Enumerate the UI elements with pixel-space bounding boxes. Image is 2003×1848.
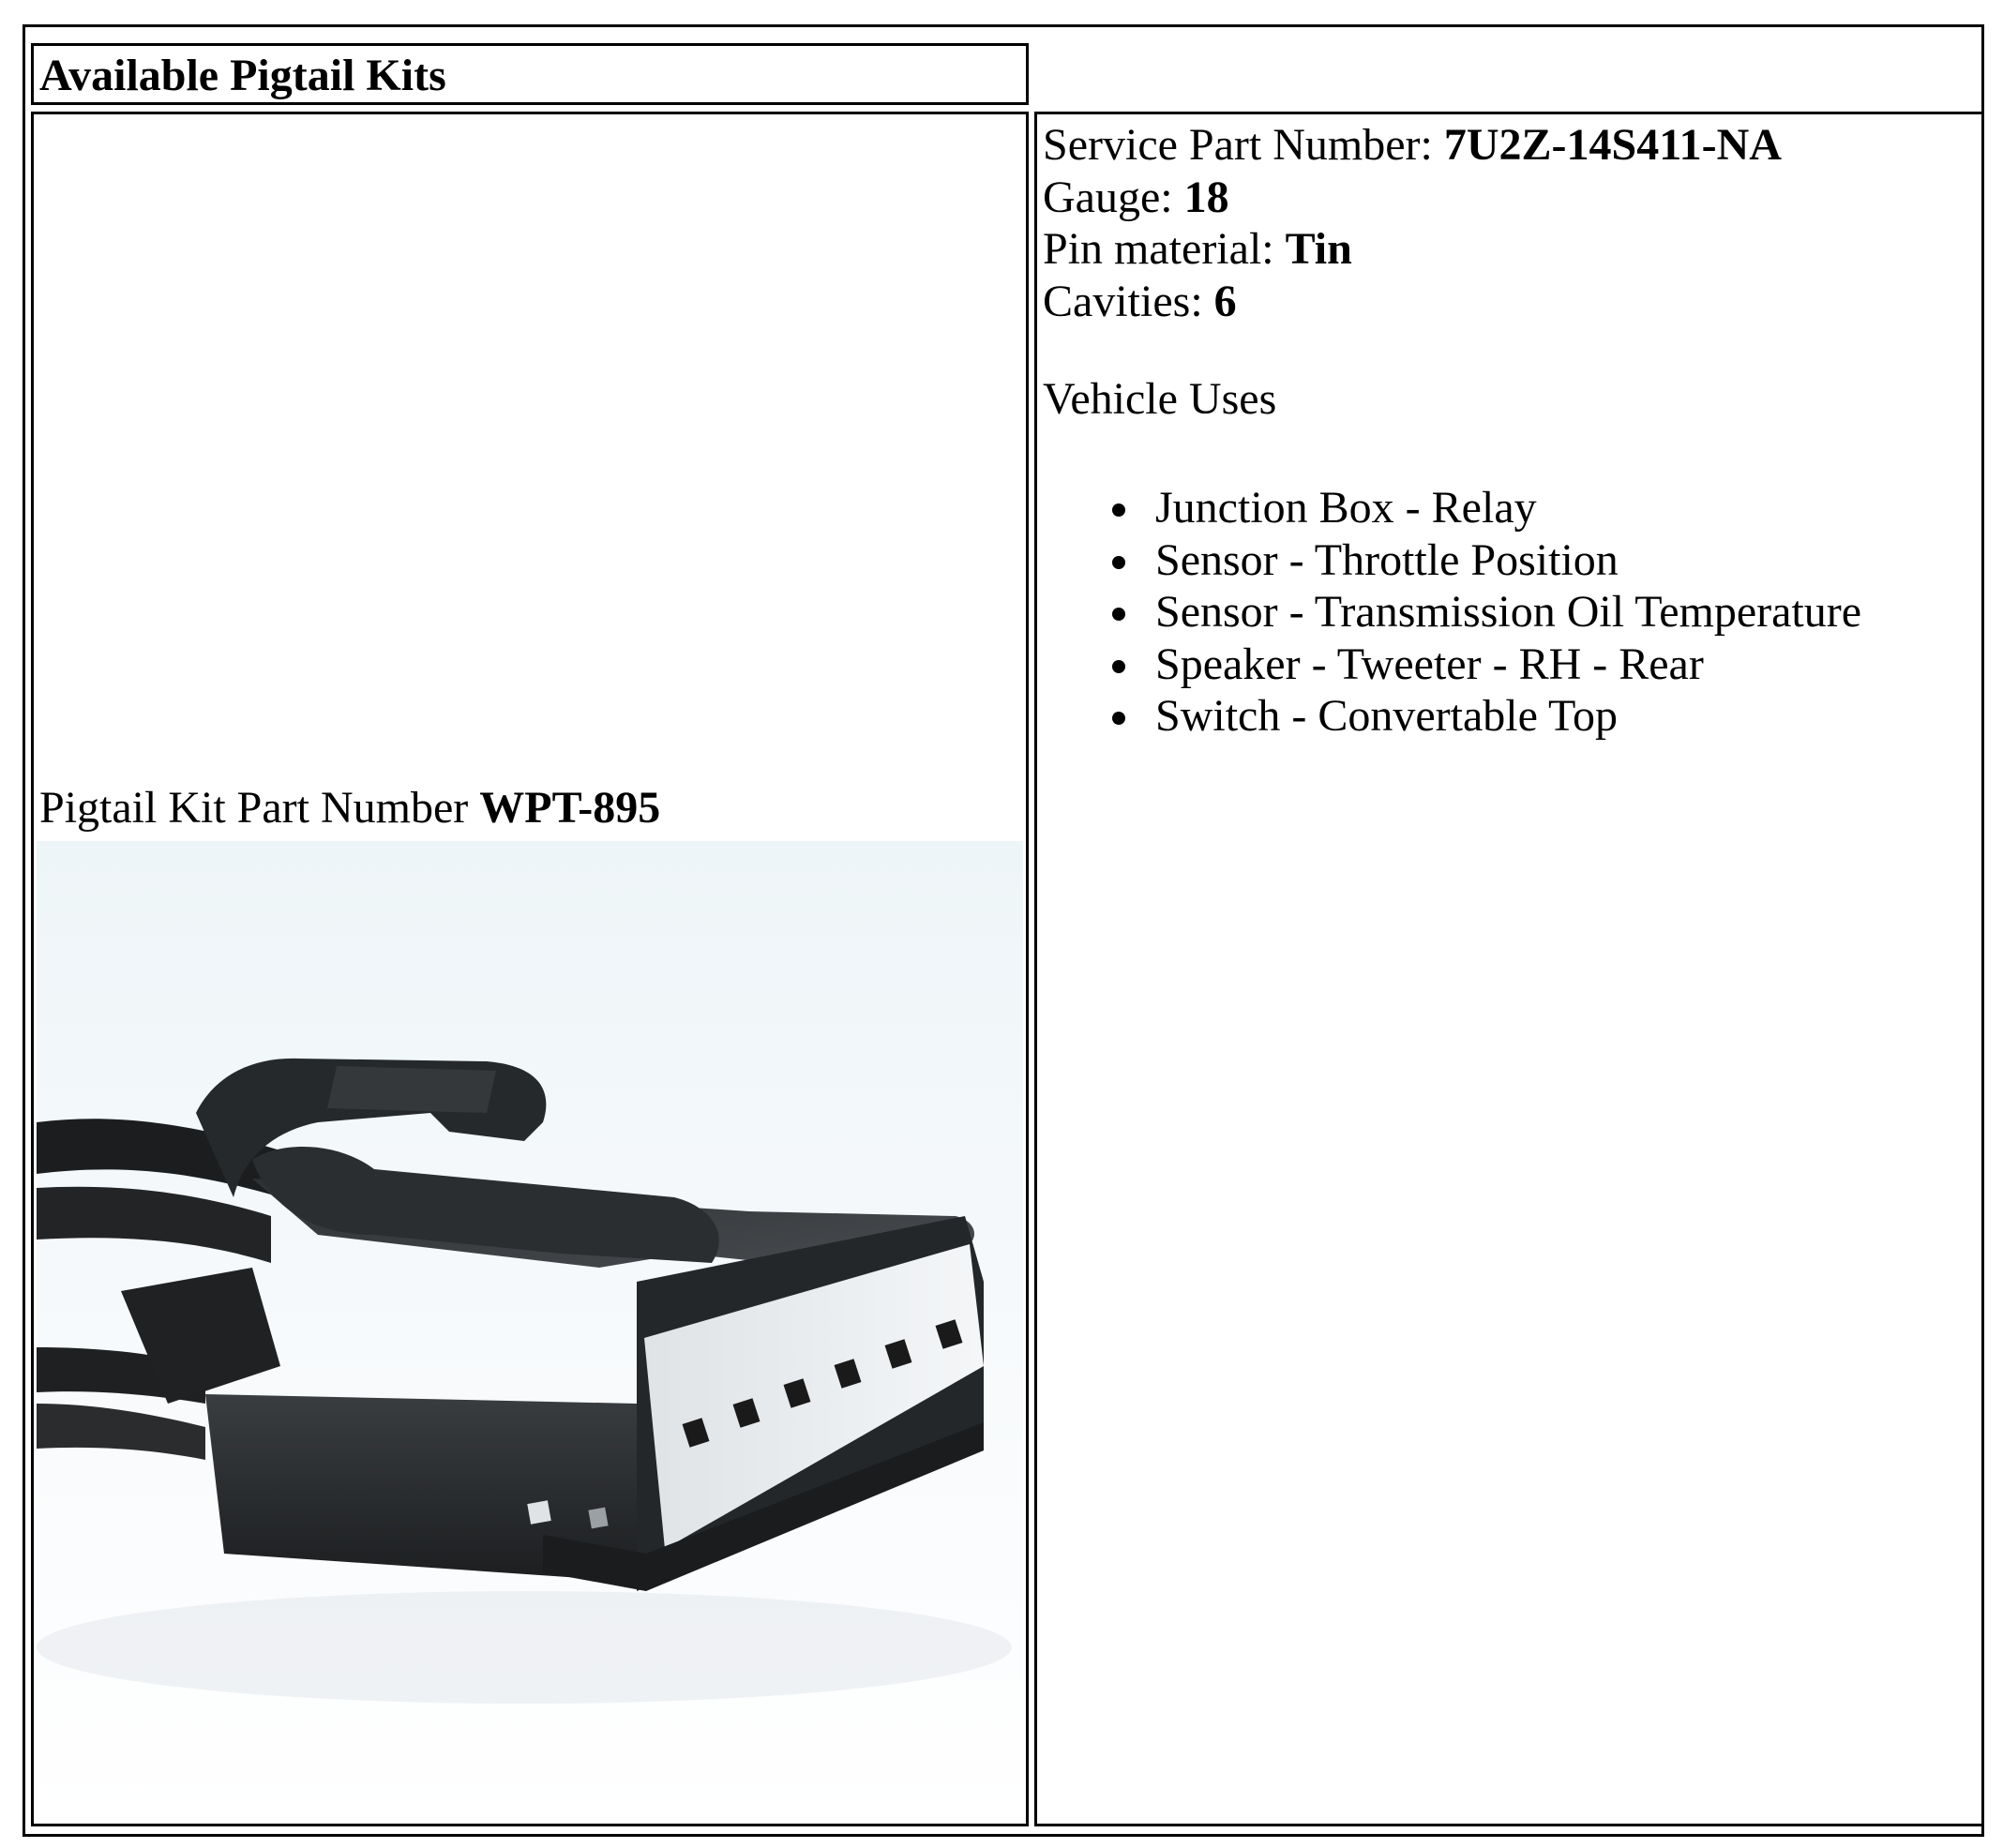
list-item [1105, 534, 1861, 587]
cavities-row [1043, 276, 1782, 328]
service-part-number-label: Service Part Number: [1043, 120, 1444, 170]
list-item [1105, 586, 1861, 639]
vehicle-uses-list [1105, 482, 1861, 743]
service-info-cell [1034, 112, 1984, 1826]
gauge-row [1043, 172, 1782, 224]
bullet-icon [1112, 556, 1125, 569]
cavities-value: 6 [1213, 276, 1237, 326]
latch-ridge [327, 1066, 496, 1113]
list-item [1105, 482, 1861, 534]
list-item-label: Sensor - Throttle Position [1155, 534, 1619, 585]
vehicle-uses-heading: Vehicle Uses [1043, 374, 1277, 424]
gauge-label: Gauge: [1043, 172, 1184, 222]
list-item-label: Speaker - Tweeter - RH - Rear [1155, 639, 1704, 689]
pin-material-value: Tin [1285, 224, 1352, 274]
header-cell [31, 43, 1029, 105]
bullet-icon [1112, 660, 1125, 673]
bullet-icon [1112, 503, 1125, 517]
gauge-value: 18 [1183, 172, 1229, 222]
list-item-label: Sensor - Transmission Oil Temperature [1155, 587, 1862, 637]
pigtail-kit-part-number: WPT-895 [479, 783, 661, 833]
pigtail-kit-line [39, 782, 660, 834]
connector-photo [37, 841, 1023, 1822]
small-window [527, 1500, 550, 1524]
pigtail-kit-label: Pigtail Kit Part Number [39, 783, 469, 833]
cavities-label: Cavities: [1043, 276, 1214, 326]
shadow [37, 1591, 1012, 1704]
pin-material-label: Pin material: [1043, 224, 1286, 274]
pigtail-kit-cell [31, 112, 1029, 1826]
list-item [1105, 690, 1861, 743]
latch-arm [252, 1147, 719, 1263]
bullet-icon [1112, 608, 1125, 621]
service-part-number-row [1043, 119, 1782, 172]
page-title: Available Pigtail Kits [39, 51, 446, 100]
connector-illustration [37, 841, 1023, 1822]
list-item-label: Switch - Convertable Top [1155, 691, 1619, 741]
wire [37, 1404, 205, 1460]
wire [37, 1187, 271, 1263]
list-item-label: Junction Box - Relay [1155, 483, 1537, 533]
bullet-icon [1112, 712, 1125, 725]
service-part-number-value: 7U2Z-14S411-NA [1443, 120, 1782, 170]
service-info [1043, 119, 1782, 327]
pin-material-row [1043, 223, 1782, 276]
list-item [1105, 639, 1861, 691]
small-window [588, 1508, 608, 1529]
